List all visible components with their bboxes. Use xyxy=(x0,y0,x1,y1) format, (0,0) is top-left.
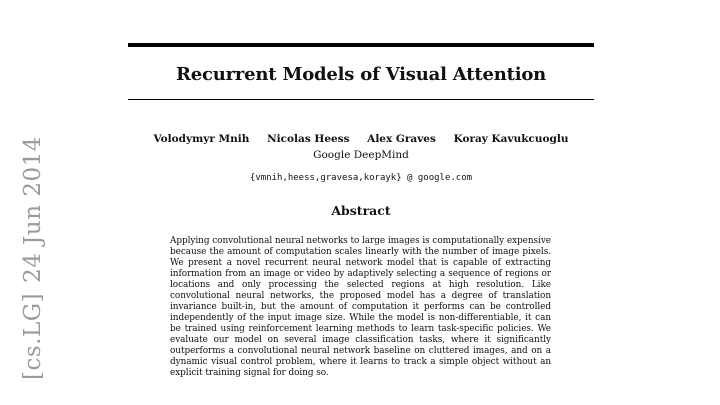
author-email: {vmnih,heess,gravesa,korayk} @ google.com xyxy=(249,173,473,183)
arxiv-date: 24 Jun 2014 xyxy=(20,136,46,283)
author-name: Nicolas Heess xyxy=(267,133,350,145)
title-top-rule xyxy=(128,43,594,47)
author-name: Volodymyr Mnih xyxy=(153,133,250,145)
author-name: Koray Kavukcuoglu xyxy=(453,133,569,145)
author-affiliation: Google DeepMind xyxy=(313,149,409,161)
author-name: Alex Graves xyxy=(367,133,436,145)
arxiv-category: [cs.LG] xyxy=(20,292,46,380)
author-list xyxy=(128,131,594,147)
abstract-heading: Abstract xyxy=(331,203,391,218)
arxiv-margin-stamp xyxy=(21,136,45,380)
paper-title: Recurrent Models of Visual Attention xyxy=(175,64,547,85)
abstract-body: Applying convolutional neural networks to large images is computationally expensive because the amount of computation scales linearly with the number of image pixels. We present a novel recurrent neural network model that is capable of extracting information from an image or video by adaptively selecting a sequence of regions or locations and only processing the selected regions at high resolution. Like convolutional neural networks, the proposed model has a degree of translation invariance built-in, but the amount of computation it performs can be controlled independently of the input image size. While the model is non-differentiable, it can be trained using reinforcement learning methods to learn task-specific policies. We evaluate our model on several image classification tasks, where it significantly outperforms a convolutional neural network baseline on cluttered images, and on a dynamic visual control problem, where it learns to track a simple object without an explicit training signal for doing so. xyxy=(170,236,551,378)
title-bottom-rule xyxy=(128,99,594,100)
